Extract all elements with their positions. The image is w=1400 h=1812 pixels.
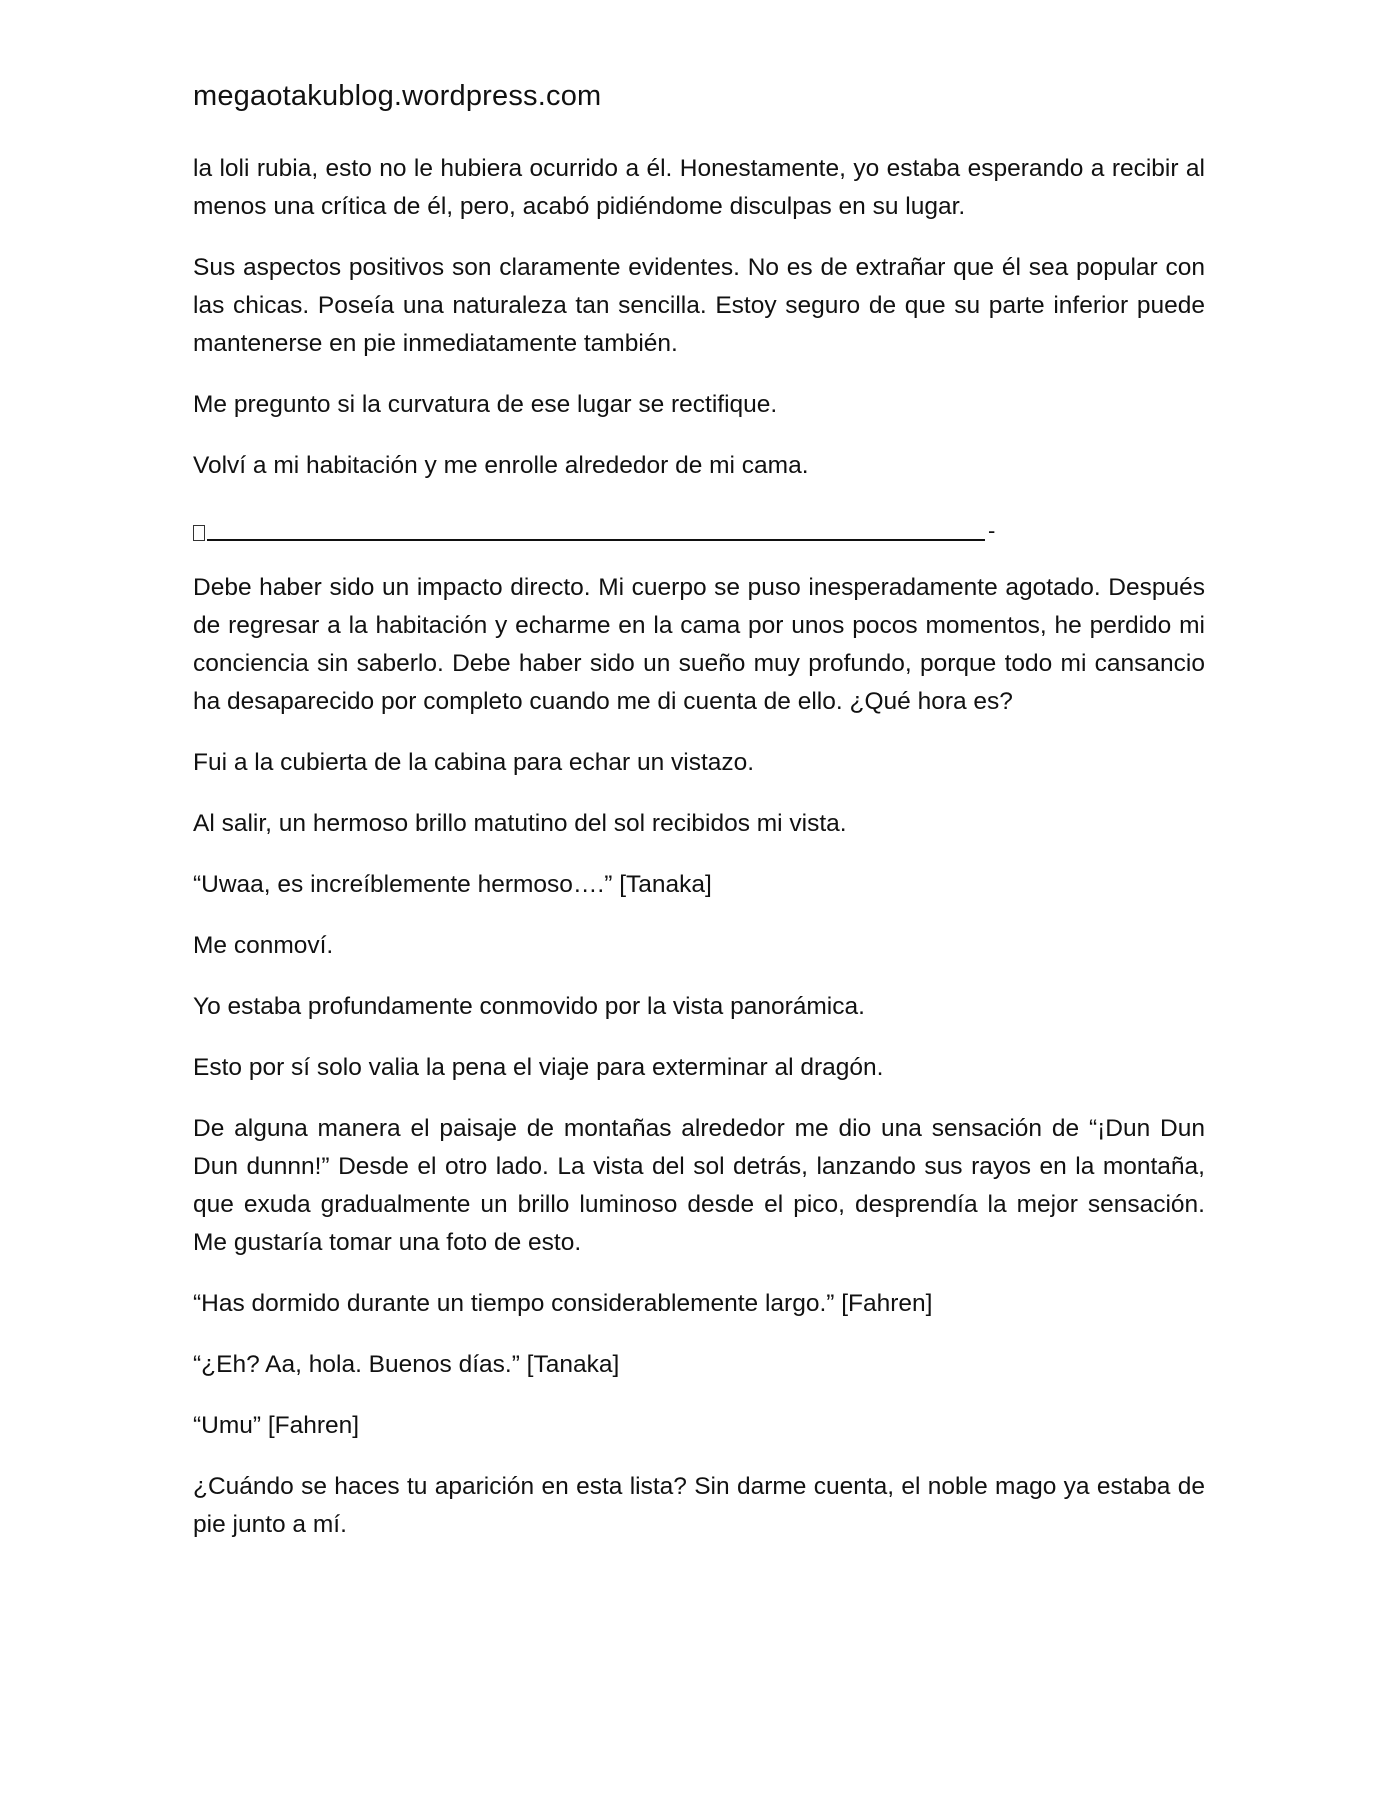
paragraph: Debe haber sido un impacto directo. Mi cuerpo se puso inesperadamente agotado. Después de regresar a la habitación y echarme en la cama por unos pocos momentos, he perdido mi conciencia sin saberlo. Debe haber sido un sueño muy profundo, porque todo mi cansancio ha desaparecido por completo cuando me di cuenta de ello. ¿Qué hora es? <box>193 574 1205 715</box>
dialogue-line: “¿Eh? Aa, hola. Buenos días.” [Tanaka] <box>193 1351 620 1378</box>
separator-line <box>207 539 985 541</box>
dialogue-line: “Umu” [Fahren] <box>193 1412 360 1439</box>
separator-dash: - <box>988 518 996 543</box>
paragraph: Al salir, un hermoso brillo matutino del sol recibidos mi vista. <box>193 810 847 837</box>
paragraph: De alguna manera el paisaje de montañas alrededor me dio una sensación de “¡Dun Dun Dun dunnn!” Desde el otro lado. La vista del sol detrás, lanzando sus rayos en la montaña, que exuda gradualmente un brillo luminoso desde el pico, desprendía la mejor sensación. Me gustaría tomar una foto de esto. <box>193 1115 1205 1256</box>
dialogue-line: “Uwaa, es increíblemente hermoso….” [Tanaka] <box>193 871 712 898</box>
paragraph: Volví a mi habitación y me enrolle alrededor de mi cama. <box>193 452 809 479</box>
document-page <box>193 78 1205 1567</box>
paragraph: Sus aspectos positivos son claramente evidentes. No es de extrañar que él sea popular con las chicas. Poseía una naturaleza tan sencilla. Estoy seguro de que su parte inferior puede mantenerse en pie inmediatamente también. <box>193 254 1205 357</box>
paragraph: Fui a la cubierta de la cabina para echar un vistazo. <box>193 749 755 776</box>
paragraph: Yo estaba profundamente conmovido por la vista panorámica. <box>193 993 865 1020</box>
paragraph: Me conmoví. <box>193 932 334 959</box>
paragraph: la loli rubia, esto no le hubiera ocurrido a él. Honestamente, yo estaba esperando a recibir al menos una crítica de él, pero, acabó pidiéndome disculpas en su lugar. <box>193 155 1205 220</box>
paragraph: Me pregunto si la curvatura de ese lugar se rectifique. <box>193 391 778 418</box>
dialogue-line: “Has dormido durante un tiempo considerablemente largo.” [Fahren] <box>193 1290 933 1317</box>
site-header: megaotakublog.wordpress.com <box>193 80 602 112</box>
document-body <box>193 150 1205 1544</box>
paragraph: Esto por sí solo valia la pena el viaje para exterminar al dragón. <box>193 1054 884 1081</box>
scene-separator <box>193 508 1205 546</box>
missing-glyph-icon <box>193 525 205 541</box>
paragraph: ¿Cuándo se haces tu aparición en esta lista? Sin darme cuenta, el noble mago ya estaba de pie junto a mí. <box>193 1473 1205 1538</box>
